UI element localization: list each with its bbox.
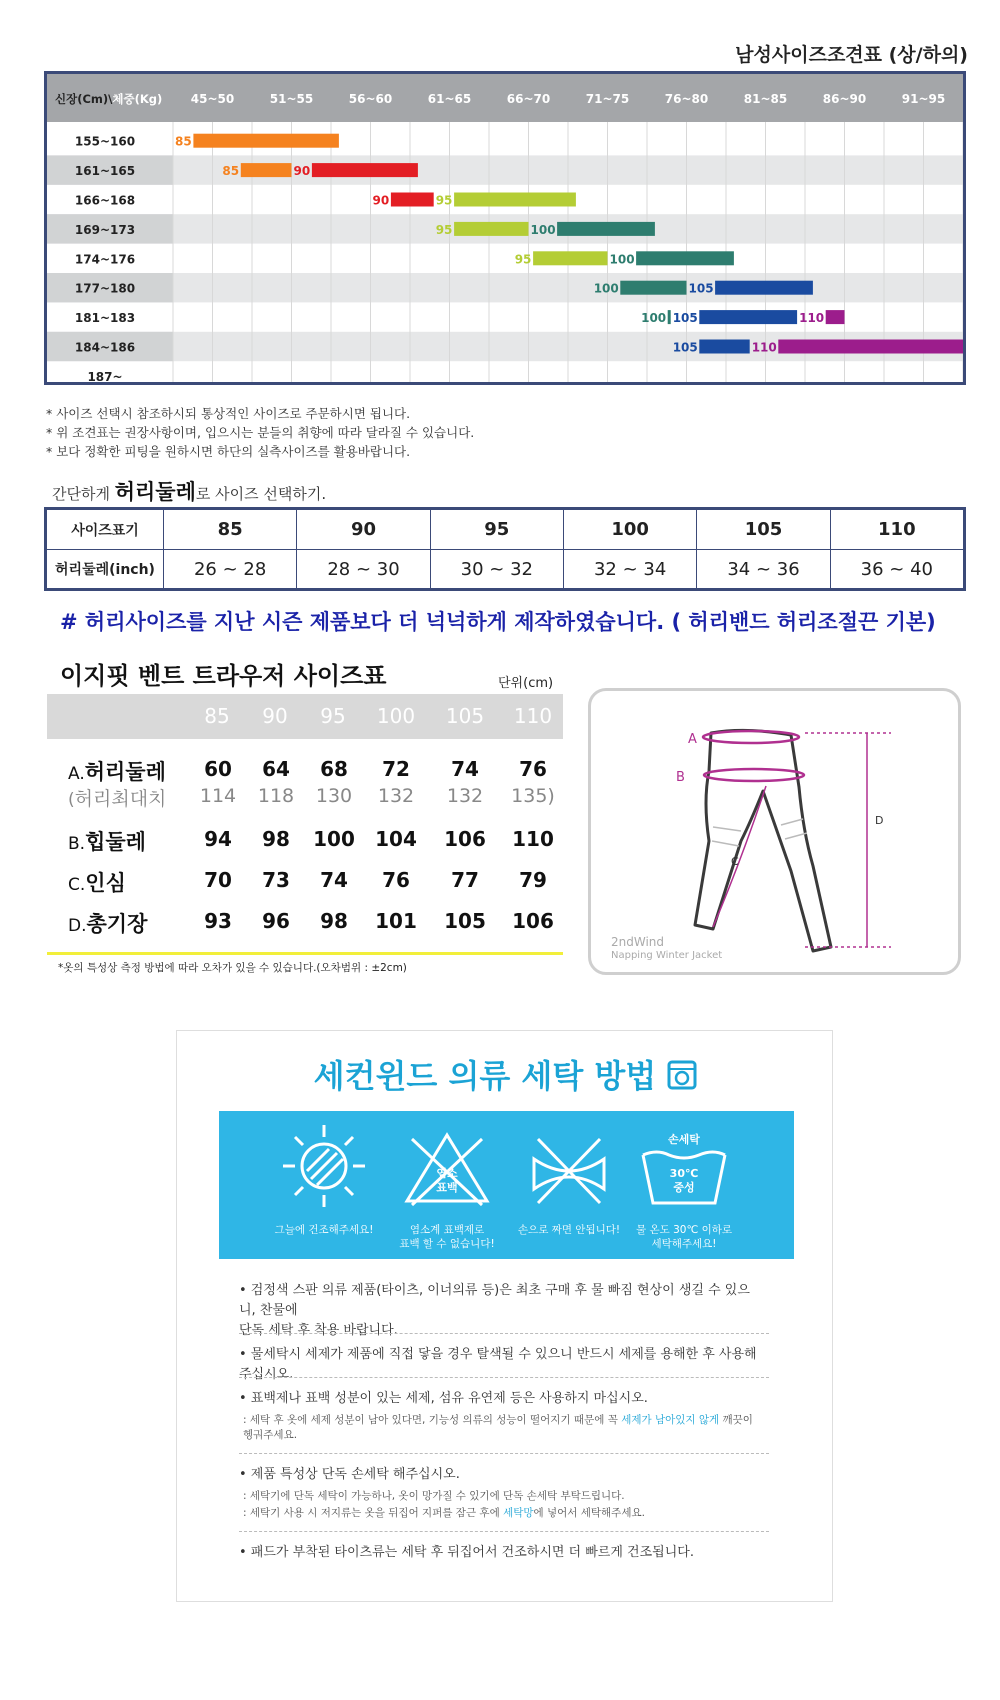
wash-sub-highlight: 세제가 남아있지 않게 (621, 1414, 720, 1426)
pants-value-cell: 70 (204, 868, 232, 892)
pants-row-name: 허리최대치 (74, 788, 167, 810)
pants-value-cell: 74 (451, 757, 479, 781)
chart-bar-label: 100 (609, 252, 635, 267)
wash-caption-shade: 그늘에 건조해주세요! (274, 1224, 374, 1236)
wash-item-3: • 표백제나 표백 성분이 있는 세제, 섬유 유연제 등은 사용하지 마십시오. (239, 1391, 648, 1406)
pants-size-header-cell: 90 (262, 704, 288, 728)
wash-divider (239, 1531, 769, 1532)
chart-weight-tick: 86~90 (822, 92, 867, 106)
pants-value-cell: 68 (320, 757, 348, 781)
pants-row-label (68, 784, 166, 811)
pants-row-name: 힙둘레 (85, 830, 146, 854)
chart-corner-label (55, 92, 162, 106)
pants-size-header-cell: 105 (445, 704, 485, 728)
chart-height-label: 166~168 (74, 193, 136, 208)
pants-value-cell: 94 (204, 827, 232, 851)
wash-divider (239, 1453, 769, 1454)
waist-title-post: 로 사이즈 선택하기. (195, 485, 327, 503)
chart-bar (312, 163, 418, 177)
waist-size-table (44, 507, 966, 591)
chart-weight-tick: 71~75 (585, 92, 630, 106)
pants-value-cell: 98 (262, 827, 290, 851)
pants-row-prefix: B. (68, 834, 86, 854)
no-bleach-text: 염소 (436, 1167, 458, 1180)
pants-illustration (591, 691, 958, 972)
pants-value-cell: 106 (444, 827, 486, 851)
chart-weight-tick: 81~85 (743, 92, 788, 106)
wash-sub-text: 에 넣어서 세탁해주세요. (533, 1507, 645, 1519)
pants-shape (695, 730, 831, 951)
chart-weight-tick: 51~55 (269, 92, 314, 106)
waist-inch-cell: 28 ~ 30 (296, 549, 429, 588)
waist-size-cell: 110 (830, 510, 963, 549)
chart-bar-label: 90 (293, 164, 311, 179)
chart-bar (778, 340, 963, 354)
chart-height-label: 187~ (87, 369, 123, 382)
pants-size-header-cell: 110 (513, 704, 553, 728)
pants-value-cell: 114 (199, 785, 237, 807)
wash-caption-bleach: 염소계 표백제로 표백 할 수 없습니다! (399, 1224, 495, 1250)
wash-title (177, 1051, 834, 1097)
no-wring-icon (524, 1131, 614, 1211)
pants-footnote: *옷의 특성상 측정 방법에 따라 오차가 있을 수 있습니다.(오차범위 : ±2cm) (58, 962, 407, 974)
pants-row-label (68, 867, 126, 897)
chart-bar (636, 251, 734, 265)
chart-weight-tick: 56~60 (348, 92, 393, 106)
pants-size-header-cell: 85 (204, 704, 230, 728)
brand-name: 2ndWind (611, 935, 665, 949)
pants-unit: 단위(cm) (498, 676, 554, 691)
chart-bar-label: 110 (751, 340, 777, 355)
chart-bar-label: 85 (222, 164, 240, 179)
diagram-label-b: B (676, 770, 685, 785)
waist-inch-cell: 34 ~ 36 (696, 549, 829, 588)
wash-divider (239, 1333, 769, 1334)
wash-sub-text: 깨끗이 헹궈주세요. (243, 1414, 753, 1441)
chart-height-label: 161~165 (74, 164, 136, 179)
diagram-label-d: D (875, 814, 884, 827)
wash-guide (176, 1030, 833, 1602)
chart-corner-weight: 체중(Kg) (112, 92, 163, 106)
size-note-2: * 위 조견표는 권장사항이며, 입으시는 분들의 취향에 따라 달라질 수 있습니다. (46, 425, 475, 440)
hand-wash-icon (637, 1127, 731, 1211)
pants-row-label (68, 908, 147, 938)
waist-row-label-inch: 허리둘레(inch) (47, 549, 163, 588)
chart-bar (699, 340, 749, 354)
pants-value-cell: 76 (382, 868, 410, 892)
pants-value-cell: 132 (446, 785, 484, 807)
chart-weight-tick: 76~80 (664, 92, 709, 106)
size-chart-title: 남성사이즈조견표 (상/하의) (735, 44, 968, 66)
chart-bar (241, 163, 292, 177)
wash-item-2: • 물세탁시 세제가 제품에 직접 닿을 경우 탈색될 수 있으니 반드시 세제를 용해한 후 사용해 주십시오. (239, 1347, 757, 1382)
chart-bar-label: 85 (175, 134, 192, 149)
pants-value-cell: 74 (320, 868, 348, 892)
chart-bar-label: 110 (799, 311, 825, 326)
chart-weight-tick: 45~50 (190, 92, 235, 106)
chart-row-stripe (47, 155, 963, 184)
chart-bar-label: 95 (435, 222, 453, 237)
waist-row-label-size: 사이즈표기 (71, 522, 139, 539)
pants-divider (47, 952, 563, 955)
chart-height-label: 184~186 (74, 340, 136, 355)
pants-value-cell: 101 (375, 909, 417, 933)
wash-item-4-sub-1: : 세탁기에 단독 세탁이 가능하나, 옷이 망가질 수 있기에 단독 손세탁 부탁드립니다. (243, 1490, 625, 1502)
pants-value-cell: 64 (262, 757, 290, 781)
waist-inch-cell: 36 ~ 40 (830, 549, 963, 588)
pants-value-cell: 76 (519, 757, 547, 781)
pants-value-cell: 96 (262, 909, 290, 933)
pants-value-cell: 79 (519, 868, 547, 892)
pants-value-cell: 73 (262, 868, 290, 892)
chart-corner-height: 신장(Cm)\ (55, 92, 113, 106)
chart-bar (557, 222, 655, 236)
pants-diagram (588, 688, 961, 975)
wash-item-3-sub (243, 1413, 763, 1443)
size-note-1: * 사이즈 선택시 참조하시되 통상적인 사이즈로 주문하시면 됩니다. (46, 406, 411, 421)
brand-sub: Napping Winter Jacket (611, 950, 723, 961)
chart-bar (391, 193, 434, 207)
no-bleach-text: 표백 (436, 1181, 458, 1194)
hand-wash-top-text: 손세탁 (668, 1133, 700, 1146)
pants-value-cell: 98 (320, 909, 348, 933)
size-chart-svg (47, 74, 963, 382)
brand-watermark (611, 936, 722, 962)
chart-bar (193, 134, 339, 148)
pants-value-cell: 135) (511, 785, 555, 807)
waist-notice: # 허리사이즈를 지난 시즌 제품보다 더 넉넉하게 제작하였습니다. ( 허리밴드 허리조절끈 기본) (60, 610, 936, 634)
chart-bar-label: 100 (641, 311, 667, 326)
diagram-label-c: C (731, 855, 739, 868)
pants-value-cell: 106 (512, 909, 554, 933)
chart-bar (668, 310, 671, 324)
pants-row-name: 인심 (85, 871, 126, 895)
wash-icon-band (219, 1111, 794, 1259)
chart-weight-tick: 61~65 (427, 92, 472, 106)
sun-shade-icon (279, 1121, 369, 1211)
wash-title-text: 세컨윈드 의류 세탁 방법 (313, 1057, 657, 1095)
waist-section-title (52, 476, 326, 506)
wash-caption-handwash: 물 온도 30℃ 이하로 세탁해주세요! (635, 1224, 733, 1250)
pants-row-name: 허리둘레 (84, 760, 166, 784)
waist-title-pre: 간단하게 (52, 485, 115, 503)
pants-row-label (68, 756, 166, 786)
waist-inch-cell: 30 ~ 32 (430, 549, 563, 588)
hand-wash-inner-text: 30℃ (669, 1167, 699, 1180)
chart-bar (454, 222, 528, 236)
wash-item-4: • 제품 특성상 단독 손세탁 해주십시오. (239, 1467, 460, 1482)
size-chart (44, 71, 966, 385)
chart-bar-label: 95 (514, 252, 532, 267)
waist-inch-cell: 26 ~ 28 (163, 549, 296, 588)
hand-wash-inner-text: 중성 (673, 1181, 695, 1194)
waist-size-cell: 100 (563, 510, 696, 549)
wash-item-4-sub-2 (243, 1506, 763, 1521)
chart-height-label: 177~180 (74, 281, 136, 296)
pants-size-header-cell: 100 (376, 704, 416, 728)
pants-row-label (68, 826, 146, 856)
pants-value-cell: 100 (313, 827, 355, 851)
chart-bar (454, 193, 576, 207)
waist-inch-cell: 32 ~ 34 (563, 549, 696, 588)
pants-value-cell: 77 (451, 868, 479, 892)
pants-value-cell: 132 (377, 785, 415, 807)
no-bleach-icon (402, 1129, 492, 1209)
chart-bar (533, 251, 607, 265)
waist-size-cell: 95 (430, 510, 563, 549)
wash-divider (239, 1377, 769, 1378)
chart-bar (699, 310, 797, 324)
chart-weight-tick: 91~95 (901, 92, 946, 106)
waist-size-cell: 85 (163, 510, 296, 549)
wash-item-1: • 검정색 스판 의류 제품(타이츠, 이너의류 등)은 최초 구매 후 물 빠짐 현상이 생길 수 있으니, 찬물에 단독 세탁 후 착용 바랍니다. (239, 1283, 750, 1338)
wash-item-5: • 패드가 부착된 타이츠류는 세탁 후 뒤집어서 건조하시면 더 빠르게 건조됩니다. (239, 1545, 694, 1560)
pants-row-prefix: D. (68, 916, 87, 936)
wash-sub-highlight: 세탁망 (503, 1507, 534, 1519)
pants-value-cell: 93 (204, 909, 232, 933)
waist-size-cell: 90 (296, 510, 429, 549)
chart-height-label: 174~176 (74, 252, 136, 267)
chart-bar-label: 105 (672, 340, 698, 355)
pants-value-cell: 72 (382, 757, 410, 781)
pants-value-cell: 60 (204, 757, 232, 781)
chart-weight-tick: 66~70 (506, 92, 551, 106)
chart-row-stripe (47, 273, 963, 302)
pants-size-header-cell: 95 (320, 704, 346, 728)
pants-value-cell: 105 (444, 909, 486, 933)
chart-height-label: 155~160 (74, 134, 136, 149)
pants-row-name: 총기장 (86, 912, 148, 936)
wash-caption-wring: 손으로 짜면 안됩니다! (517, 1224, 621, 1236)
chart-bar-label: 100 (593, 281, 619, 296)
pants-size-title: 이지핏 벤트 트라우저 사이즈표 (60, 662, 387, 690)
pants-row-prefix: C. (68, 875, 86, 895)
chart-bar-label: 95 (435, 193, 453, 208)
pants-value-cell: 118 (257, 785, 295, 807)
wash-sub-text: : 세탁기 사용 시 저지류는 옷을 뒤집어 지퍼를 잠근 후에 (243, 1507, 504, 1519)
chart-height-label: 169~173 (74, 222, 136, 237)
diagram-label-a: A (688, 732, 697, 747)
pants-row-prefix: A. (68, 764, 85, 784)
chart-bar-label: 90 (372, 193, 390, 208)
chart-bar (715, 281, 813, 295)
chart-bar (620, 281, 686, 295)
chart-bar-label: 105 (688, 281, 714, 296)
chart-bar-label: 100 (530, 222, 556, 237)
chart-bar (826, 310, 845, 324)
pants-value-cell: 104 (375, 827, 417, 851)
pants-value-cell: 110 (512, 827, 554, 851)
wash-sub-text: : 세탁 후 옷에 세제 성분이 남아 있다면, 기능성 의류의 성능이 떨어지기 때문에 꼭 (243, 1414, 622, 1426)
waist-title-emphasis: 허리둘레 (114, 480, 196, 504)
pants-row-prefix: ( (68, 790, 75, 810)
size-note-3: * 보다 정확한 피팅을 원하시면 하단의 실측사이즈를 활용바랍니다. (46, 444, 411, 459)
pants-size-header (47, 694, 563, 739)
washing-machine-icon (667, 1060, 697, 1090)
chart-bar-label: 105 (672, 311, 698, 326)
pants-value-cell: 130 (315, 785, 353, 807)
chart-height-label: 181~183 (74, 311, 136, 326)
waist-size-cell: 105 (696, 510, 829, 549)
